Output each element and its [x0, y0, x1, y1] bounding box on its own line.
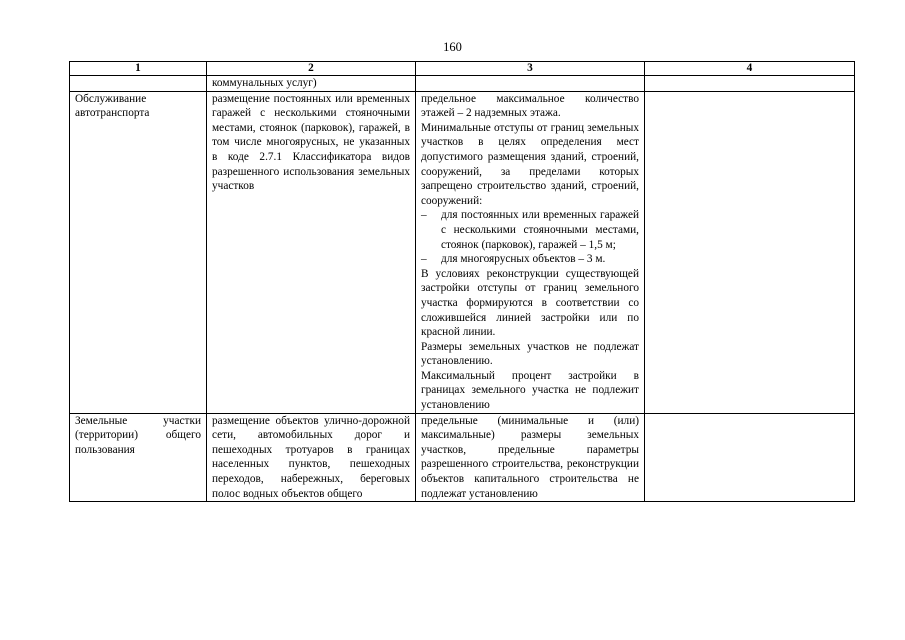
list-item: – для постоянных или временных гаражей с несколькими стояночными местами, стоянок (парковок), гаражей – 1,5 м; — [421, 208, 639, 252]
continuation-row — [70, 76, 855, 92]
use-type-cell: Земельные участки (территории) общего пользования — [70, 413, 207, 502]
parameters-paragraph: Минимальные отступы от границ земельных участков в целях определения мест допустимого размещения зданий, строений, сооружений, за пределами которых запрещено строительство зданий, строений, сооружений: — [421, 121, 639, 207]
header-cell-3: 3 — [416, 62, 645, 76]
header-cell-1: 1 — [70, 62, 207, 76]
table-row — [70, 91, 855, 413]
header-row — [70, 62, 855, 76]
regulations-table — [69, 61, 855, 502]
use-type-cell: Обслуживание автотранспорта — [70, 91, 207, 413]
parameters-paragraph: Максимальный процент застройки в границах земельного участка не подлежит установлению — [421, 369, 639, 412]
parameters-cell — [416, 91, 645, 413]
parameters-cell: предельные (минимальные и (или) максимальные) размеры земельных участков, предельные параметры разрешенного строительства, реконструкции объектов капитального строительства не подлежат установлению — [416, 413, 645, 502]
parameters-paragraph: предельное максимальное количество этажей – 2 надземных этажа. — [421, 92, 639, 120]
continuation-cell-2: коммунальных услуг) — [207, 76, 416, 92]
header-cell-2: 2 — [207, 62, 416, 76]
list-item: – для многоярусных объектов – 3 м. — [421, 252, 639, 267]
table-row — [70, 413, 855, 502]
continuation-cell-1 — [70, 76, 207, 92]
continuation-cell-4 — [645, 76, 855, 92]
use-description-cell: размещение постоянных или временных гаражей с несколькими стояночными местами, стоянок (парковок), гаражей, в том числе многоярусных, не указанных в коде 2.7.1 Классификатора видов разрешенного использования земельных участков — [207, 91, 416, 413]
use-description-cell: размещение объектов улично-дорожной сети, автомобильных дорог и пешеходных тротуаров в границах населенных пунктов, пешеходных переходов, набережных, береговых полос водных объектов общего — [207, 413, 416, 502]
notes-cell — [645, 91, 855, 413]
header-cell-4: 4 — [645, 62, 855, 76]
notes-cell — [645, 413, 855, 502]
continuation-cell-3 — [416, 76, 645, 92]
parameters-paragraph: В условиях реконструкции существующей застройки отступы от границ земельного участка формируются в соответствии со сложившейся линией застройки или по красной линии. — [421, 267, 639, 339]
parameters-paragraph: Размеры земельных участков не подлежат установлению. — [421, 340, 639, 368]
setback-list — [421, 208, 639, 266]
page-number: 160 — [443, 40, 462, 54]
